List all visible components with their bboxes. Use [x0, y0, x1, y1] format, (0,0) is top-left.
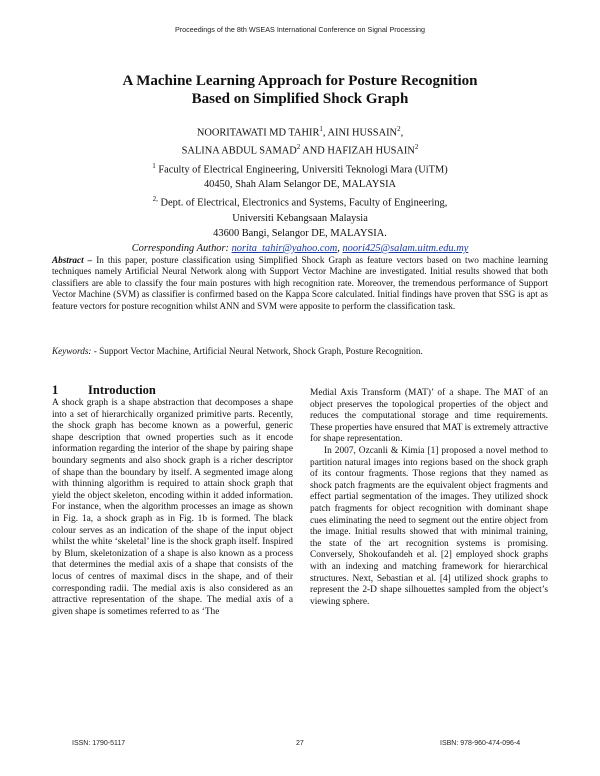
abstract-label: Abstract – — [52, 255, 93, 265]
footer-isbn: ISBN: 978-960-474-096-4 — [440, 740, 521, 747]
running-header: Proceedings of the 8th WSEAS International Conference on Signal Processing — [174, 25, 426, 34]
email-link-2[interactable]: noori425@salam.uitm.edu.my — [342, 242, 469, 254]
page-number: 27 — [296, 740, 304, 747]
left-column — [52, 398, 293, 618]
author-separator: , — [400, 127, 404, 139]
keywords-text: Support Vector Machine, Artificial Neural Network, Shock Graph, Posture Recognition. — [96, 346, 423, 356]
footer-issn: ISSN: 1790-5117 — [72, 740, 126, 747]
email-separator: , — [337, 242, 343, 254]
author-name: SALINA ABDUL SAMAD — [181, 145, 297, 157]
keywords — [52, 346, 548, 357]
section-number: 1 — [52, 383, 59, 397]
affiliation-2-address: 43600 Bangi, Selangor DE, MALAYSIA. — [213, 227, 387, 239]
section-title: Introduction — [88, 383, 156, 397]
paragraph: A shock graph is a shape abstraction that decomposes a shape into a set of hierarchically organized primitive parts. Recently, the shock graph has become known as a powerful, generic shape description that owned properties such as it encode information regarding the interior of the shape by pairing shape boundary segments and also shock graph is a richer descriptor of shape than the boundary by itself. A segmented image along with thinning algorithm is required to attain shock graph that yield the object skeleton, encoding within it added information. For instance, when the algorithm processes an image as shown in Fig. 1a, a shock graph as in Fig. 1b is formed. The black colour serves as an indication of the shape of the input object whilst the white ‘skeletal’ line is the shock graph itself. Inspired by Blum, skeletonization of a shape is also known as a process that determines the medial axis of a shape that consists of the locus of centres of maximal discs in the shape, and of their corresponding radii. The medial axis is also considered as an attractive representation of the shape. The medial axis of a given shape is sometimes referred to as ‘The — [52, 398, 293, 617]
author-name: NOORITAWATI MD TAHIR — [196, 127, 320, 139]
affiliation-sup: 2, — [152, 195, 158, 204]
author-sup: 2 — [397, 125, 401, 133]
author-name: , AINI HUSSAIN — [322, 127, 398, 139]
affiliation-text: Faculty of Electrical Engineering, Universiti Teknologi Mara (UiTM) — [155, 164, 448, 176]
right-column — [310, 388, 548, 608]
author-sup: 1 — [319, 125, 323, 133]
affiliation-2-line-2: Universiti Kebangsaan Malaysia — [232, 212, 368, 224]
author-sup: 2 — [296, 143, 301, 152]
section-heading — [52, 383, 156, 398]
author-line-1 — [60, 122, 540, 140]
author-name: AND HAFIZAH HUSAIN — [300, 145, 415, 157]
paragraph: In 2007, Ozcanli & Kimia [1] proposed a novel method to partition natural images into regions based on the shock graph of its contour fragments. Those regions that they named as shock patch fragments are the equivalent object fragments and effect partial segmentation of the images. They utilized shock patch fragments for object recognition with dominant shape cues eliminating the need to segment out the entire object from the image. Initial results showed that with minimal training, the state of the art recognition systems is promising. Conversely, Shokoufandeh et al. [2] employed shock graphs with an indexing and matching framework for hierarchical structures. Next, Sebastian et al. [4] utilized shock graphs to represent the 2-D shape silhouettes sampled from the object’s viewing sphere. — [310, 445, 548, 607]
email-link-1[interactable]: norita_tahir@yahoo.com — [231, 242, 338, 254]
abstract — [52, 255, 548, 312]
author-line-2 — [60, 140, 540, 158]
title-line-2: Based on Simplified Shock Graph — [191, 91, 409, 107]
affiliation-2 — [60, 192, 540, 210]
keywords-label: Keywords: - — [52, 346, 97, 356]
affiliation-text: Dept. of Electrical, Electronics and Systems, Faculty of Engineering, — [157, 197, 448, 209]
title-line-1: A Machine Learning Approach for Posture Recognition — [122, 73, 478, 89]
paragraph: Medial Axis Transform (MAT)’ of a shape. The MAT of an object preserves the topological properties of the object and reduces the computational storage and time requirements. These properties have ensured that MAT is extremely attractive for shape representation. — [310, 388, 548, 445]
paper-title — [60, 72, 540, 108]
affiliation-sup: 1 — [152, 161, 156, 170]
author-block — [60, 122, 540, 256]
corresponding-label: Corresponding Author: — [131, 242, 232, 254]
abstract-text: In this paper, posture classification using Simplified Shock Graph as feature vectors based on two machine learning techniques namely Artificial Neural Network along with Support Vector Machine are investigated. Initial results showed that both classifiers are able to classify the four main postures with high recognition rate. Moreover, the tremendous performance of Support Vector Machine (SVM) as classifier is confirmed based on the Kappa Score calculated. Initial findings have proven that SSG is apt as feature vectors for posture recognition whilst ANN and SVM were apposite to perform the classification task. — [52, 255, 548, 311]
affiliation-1-address: 40450, Shah Alam Selangor DE, MALAYSIA — [203, 179, 397, 191]
author-sup: 2 — [414, 143, 419, 152]
affiliation-1 — [60, 159, 540, 177]
corresponding-author — [60, 241, 540, 256]
